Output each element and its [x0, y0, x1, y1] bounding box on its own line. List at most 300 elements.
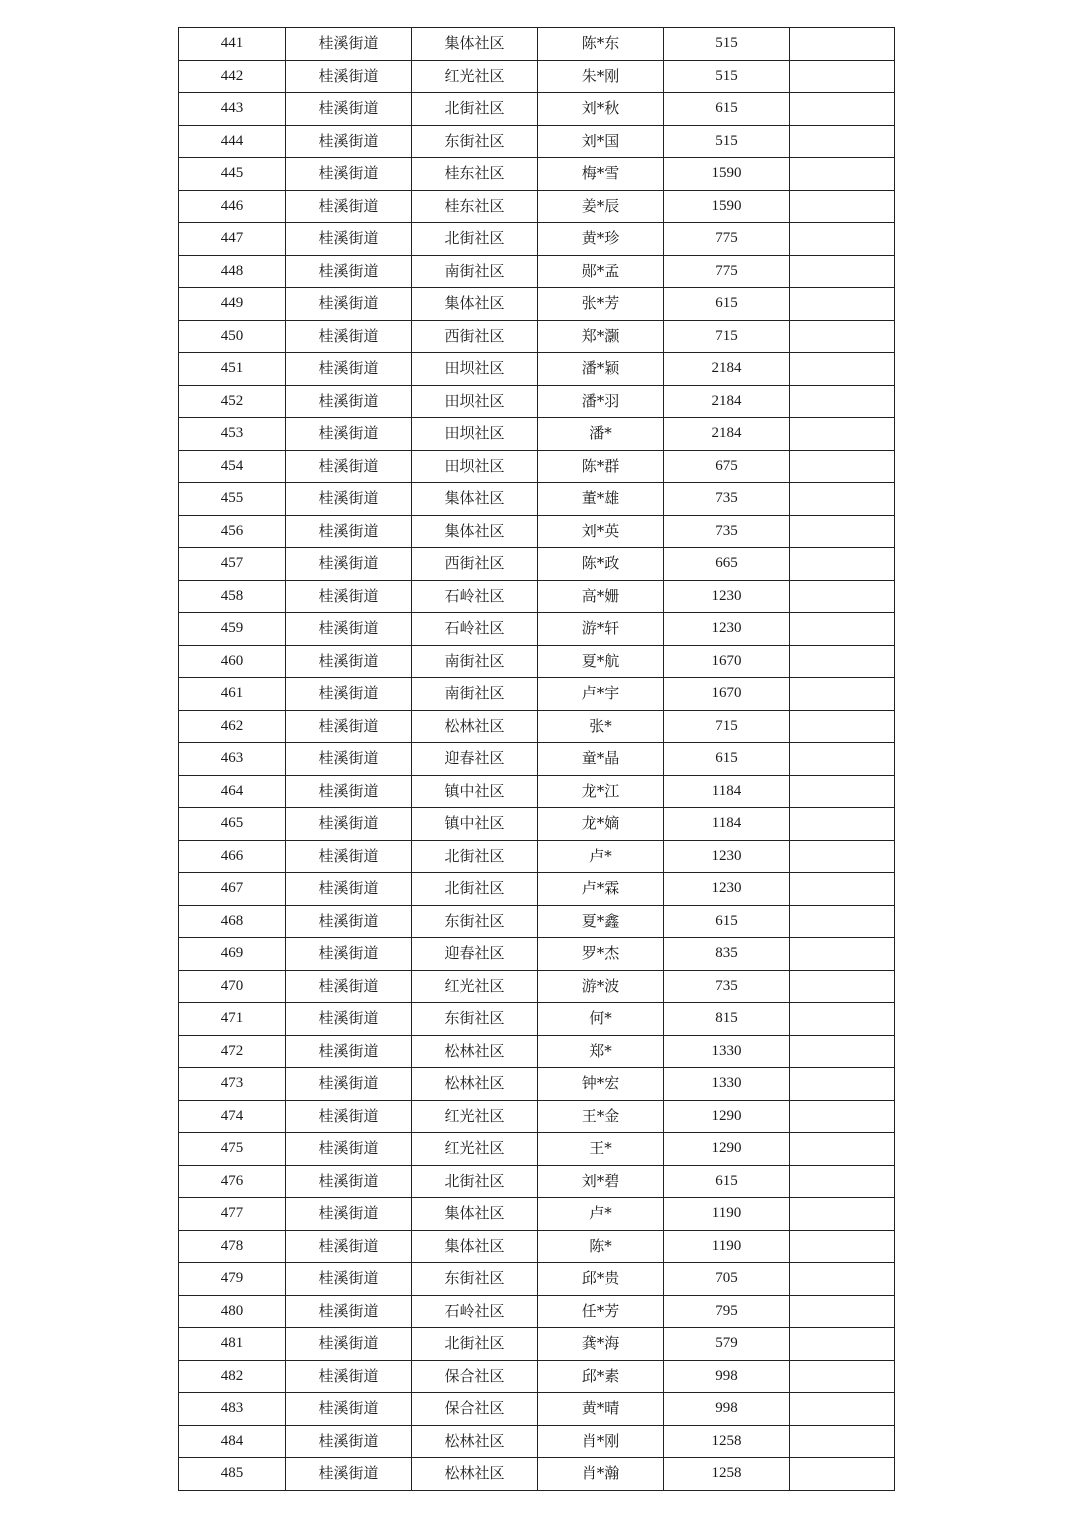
note-cell [790, 60, 895, 93]
name-cell: 刘*碧 [538, 1165, 664, 1198]
name-cell: 姜*辰 [538, 190, 664, 223]
amount-cell: 665 [664, 548, 790, 581]
row-number-cell: 472 [179, 1035, 286, 1068]
street-cell: 桂溪街道 [286, 60, 412, 93]
community-cell: 保合社区 [412, 1393, 538, 1426]
note-cell [790, 1393, 895, 1426]
note-cell [790, 938, 895, 971]
row-number-cell: 458 [179, 580, 286, 613]
street-cell: 桂溪街道 [286, 288, 412, 321]
row-number-cell: 445 [179, 158, 286, 191]
amount-cell: 735 [664, 483, 790, 516]
street-cell: 桂溪街道 [286, 1458, 412, 1491]
table-row [179, 1035, 895, 1068]
community-cell: 松林社区 [412, 1068, 538, 1101]
note-cell [790, 1425, 895, 1458]
note-cell [790, 1068, 895, 1101]
note-cell [790, 808, 895, 841]
table-row [179, 743, 895, 776]
amount-cell: 615 [664, 743, 790, 776]
row-number-cell: 479 [179, 1263, 286, 1296]
community-cell: 北街社区 [412, 873, 538, 906]
amount-cell: 1670 [664, 645, 790, 678]
table-row [179, 840, 895, 873]
street-cell: 桂溪街道 [286, 190, 412, 223]
note-cell [790, 580, 895, 613]
name-cell: 刘*英 [538, 515, 664, 548]
name-cell: 游*波 [538, 970, 664, 1003]
note-cell [790, 1133, 895, 1166]
table-row [179, 483, 895, 516]
name-cell: 张* [538, 710, 664, 743]
amount-cell: 1590 [664, 190, 790, 223]
note-cell [790, 1035, 895, 1068]
row-number-cell: 477 [179, 1198, 286, 1231]
note-cell [790, 418, 895, 451]
row-number-cell: 453 [179, 418, 286, 451]
amount-cell: 715 [664, 710, 790, 743]
name-cell: 黄*晴 [538, 1393, 664, 1426]
note-cell [790, 320, 895, 353]
street-cell: 桂溪街道 [286, 580, 412, 613]
row-number-cell: 471 [179, 1003, 286, 1036]
row-number-cell: 480 [179, 1295, 286, 1328]
table-row [179, 353, 895, 386]
amount-cell: 1330 [664, 1068, 790, 1101]
community-cell: 石岭社区 [412, 613, 538, 646]
amount-cell: 1258 [664, 1458, 790, 1491]
amount-cell: 615 [664, 93, 790, 126]
table-row [179, 1458, 895, 1491]
community-cell: 镇中社区 [412, 775, 538, 808]
street-cell: 桂溪街道 [286, 775, 412, 808]
table-row [179, 1393, 895, 1426]
row-number-cell: 447 [179, 223, 286, 256]
community-cell: 北街社区 [412, 223, 538, 256]
community-cell: 镇中社区 [412, 808, 538, 841]
community-cell: 松林社区 [412, 1458, 538, 1491]
street-cell: 桂溪街道 [286, 1003, 412, 1036]
community-cell: 保合社区 [412, 1360, 538, 1393]
row-number-cell: 464 [179, 775, 286, 808]
row-number-cell: 459 [179, 613, 286, 646]
name-cell: 童*晶 [538, 743, 664, 776]
street-cell: 桂溪街道 [286, 125, 412, 158]
community-cell: 西街社区 [412, 548, 538, 581]
note-cell [790, 190, 895, 223]
note-cell [790, 353, 895, 386]
street-cell: 桂溪街道 [286, 1295, 412, 1328]
street-cell: 桂溪街道 [286, 1133, 412, 1166]
note-cell [790, 28, 895, 61]
row-number-cell: 469 [179, 938, 286, 971]
name-cell: 罗*杰 [538, 938, 664, 971]
table-row [179, 223, 895, 256]
street-cell: 桂溪街道 [286, 1230, 412, 1263]
amount-cell: 515 [664, 125, 790, 158]
table-row [179, 255, 895, 288]
community-cell: 集体社区 [412, 483, 538, 516]
amount-cell: 1290 [664, 1100, 790, 1133]
community-cell: 田坝社区 [412, 385, 538, 418]
name-cell: 董*雄 [538, 483, 664, 516]
note-cell [790, 288, 895, 321]
name-cell: 高*姗 [538, 580, 664, 613]
row-number-cell: 484 [179, 1425, 286, 1458]
community-cell: 北街社区 [412, 93, 538, 126]
community-cell: 北街社区 [412, 1165, 538, 1198]
name-cell: 何* [538, 1003, 664, 1036]
row-number-cell: 454 [179, 450, 286, 483]
note-cell [790, 255, 895, 288]
community-cell: 南街社区 [412, 645, 538, 678]
amount-cell: 579 [664, 1328, 790, 1361]
note-cell [790, 970, 895, 1003]
table-row [179, 775, 895, 808]
amount-cell: 735 [664, 515, 790, 548]
row-number-cell: 462 [179, 710, 286, 743]
note-cell [790, 905, 895, 938]
note-cell [790, 158, 895, 191]
row-number-cell: 446 [179, 190, 286, 223]
amount-cell: 615 [664, 1165, 790, 1198]
note-cell [790, 645, 895, 678]
table-row [179, 515, 895, 548]
amount-cell: 1590 [664, 158, 790, 191]
row-number-cell: 463 [179, 743, 286, 776]
street-cell: 桂溪街道 [286, 743, 412, 776]
note-cell [790, 775, 895, 808]
street-cell: 桂溪街道 [286, 1100, 412, 1133]
table-row [179, 808, 895, 841]
table-row [179, 60, 895, 93]
community-cell: 迎春社区 [412, 938, 538, 971]
row-number-cell: 468 [179, 905, 286, 938]
amount-cell: 835 [664, 938, 790, 971]
community-cell: 集体社区 [412, 1198, 538, 1231]
table-row [179, 1068, 895, 1101]
amount-cell: 1184 [664, 775, 790, 808]
name-cell: 郑*灏 [538, 320, 664, 353]
row-number-cell: 456 [179, 515, 286, 548]
street-cell: 桂溪街道 [286, 450, 412, 483]
note-cell [790, 1100, 895, 1133]
amount-cell: 515 [664, 28, 790, 61]
amount-cell: 1230 [664, 613, 790, 646]
amount-cell: 775 [664, 255, 790, 288]
street-cell: 桂溪街道 [286, 158, 412, 191]
table-row [179, 418, 895, 451]
amount-cell: 1670 [664, 678, 790, 711]
note-cell [790, 1360, 895, 1393]
street-cell: 桂溪街道 [286, 970, 412, 1003]
name-cell: 邱*素 [538, 1360, 664, 1393]
name-cell: 任*芳 [538, 1295, 664, 1328]
street-cell: 桂溪街道 [286, 808, 412, 841]
street-cell: 桂溪街道 [286, 1328, 412, 1361]
table-row [179, 873, 895, 906]
amount-cell: 1258 [664, 1425, 790, 1458]
row-number-cell: 473 [179, 1068, 286, 1101]
table-row [179, 905, 895, 938]
community-cell: 集体社区 [412, 288, 538, 321]
amount-cell: 795 [664, 1295, 790, 1328]
table-row [179, 28, 895, 61]
name-cell: 龙*嫡 [538, 808, 664, 841]
community-cell: 红光社区 [412, 1100, 538, 1133]
community-cell: 桂东社区 [412, 158, 538, 191]
community-cell: 集体社区 [412, 1230, 538, 1263]
table-row [179, 385, 895, 418]
community-cell: 松林社区 [412, 710, 538, 743]
name-cell: 陈*群 [538, 450, 664, 483]
community-cell: 松林社区 [412, 1425, 538, 1458]
name-cell: 卢*宇 [538, 678, 664, 711]
name-cell: 梅*雪 [538, 158, 664, 191]
row-number-cell: 444 [179, 125, 286, 158]
table-row [179, 1328, 895, 1361]
note-cell [790, 840, 895, 873]
name-cell: 王*金 [538, 1100, 664, 1133]
community-cell: 北街社区 [412, 840, 538, 873]
subsidy-roster-table [178, 27, 895, 1491]
street-cell: 桂溪街道 [286, 613, 412, 646]
street-cell: 桂溪街道 [286, 1068, 412, 1101]
name-cell: 刘*秋 [538, 93, 664, 126]
name-cell: 卢* [538, 840, 664, 873]
note-cell [790, 1198, 895, 1231]
name-cell: 肖*瀚 [538, 1458, 664, 1491]
note-cell [790, 1165, 895, 1198]
note-cell [790, 548, 895, 581]
name-cell: 龚*海 [538, 1328, 664, 1361]
roster-body [179, 28, 895, 1491]
row-number-cell: 460 [179, 645, 286, 678]
street-cell: 桂溪街道 [286, 1035, 412, 1068]
community-cell: 东街社区 [412, 1003, 538, 1036]
name-cell: 龙*江 [538, 775, 664, 808]
amount-cell: 1190 [664, 1198, 790, 1231]
name-cell: 肖*刚 [538, 1425, 664, 1458]
row-number-cell: 452 [179, 385, 286, 418]
community-cell: 南街社区 [412, 678, 538, 711]
amount-cell: 715 [664, 320, 790, 353]
street-cell: 桂溪街道 [286, 1425, 412, 1458]
name-cell: 陈*政 [538, 548, 664, 581]
note-cell [790, 93, 895, 126]
note-cell [790, 873, 895, 906]
street-cell: 桂溪街道 [286, 678, 412, 711]
street-cell: 桂溪街道 [286, 1263, 412, 1296]
amount-cell: 615 [664, 905, 790, 938]
table-row [179, 1425, 895, 1458]
amount-cell: 998 [664, 1393, 790, 1426]
community-cell: 北街社区 [412, 1328, 538, 1361]
row-number-cell: 442 [179, 60, 286, 93]
name-cell: 刘*国 [538, 125, 664, 158]
name-cell: 夏*航 [538, 645, 664, 678]
community-cell: 田坝社区 [412, 418, 538, 451]
table-row [179, 1360, 895, 1393]
note-cell [790, 385, 895, 418]
name-cell: 朱*刚 [538, 60, 664, 93]
name-cell: 陈* [538, 1230, 664, 1263]
row-number-cell: 451 [179, 353, 286, 386]
street-cell: 桂溪街道 [286, 418, 412, 451]
table-row [179, 320, 895, 353]
name-cell: 潘*羽 [538, 385, 664, 418]
note-cell [790, 710, 895, 743]
amount-cell: 775 [664, 223, 790, 256]
street-cell: 桂溪街道 [286, 905, 412, 938]
table-row [179, 190, 895, 223]
table-row [179, 970, 895, 1003]
table-row [179, 1295, 895, 1328]
note-cell [790, 678, 895, 711]
community-cell: 桂东社区 [412, 190, 538, 223]
amount-cell: 515 [664, 60, 790, 93]
table-row [179, 158, 895, 191]
amount-cell: 615 [664, 288, 790, 321]
table-row [179, 645, 895, 678]
table-row [179, 548, 895, 581]
row-number-cell: 465 [179, 808, 286, 841]
community-cell: 红光社区 [412, 970, 538, 1003]
name-cell: 潘*颖 [538, 353, 664, 386]
community-cell: 集体社区 [412, 515, 538, 548]
street-cell: 桂溪街道 [286, 385, 412, 418]
note-cell [790, 1263, 895, 1296]
row-number-cell: 481 [179, 1328, 286, 1361]
street-cell: 桂溪街道 [286, 93, 412, 126]
note-cell [790, 1003, 895, 1036]
street-cell: 桂溪街道 [286, 515, 412, 548]
community-cell: 石岭社区 [412, 1295, 538, 1328]
street-cell: 桂溪街道 [286, 483, 412, 516]
street-cell: 桂溪街道 [286, 938, 412, 971]
name-cell: 钟*宏 [538, 1068, 664, 1101]
street-cell: 桂溪街道 [286, 645, 412, 678]
community-cell: 集体社区 [412, 28, 538, 61]
table-row [179, 1003, 895, 1036]
street-cell: 桂溪街道 [286, 1165, 412, 1198]
table-row [179, 1165, 895, 1198]
amount-cell: 998 [664, 1360, 790, 1393]
row-number-cell: 482 [179, 1360, 286, 1393]
table-row [179, 613, 895, 646]
note-cell [790, 1328, 895, 1361]
name-cell: 邱*贵 [538, 1263, 664, 1296]
community-cell: 田坝社区 [412, 353, 538, 386]
row-number-cell: 457 [179, 548, 286, 581]
table-row [179, 678, 895, 711]
amount-cell: 1290 [664, 1133, 790, 1166]
name-cell: 张*芳 [538, 288, 664, 321]
table-row [179, 288, 895, 321]
note-cell [790, 223, 895, 256]
table-row [179, 1100, 895, 1133]
amount-cell: 1330 [664, 1035, 790, 1068]
name-cell: 黄*珍 [538, 223, 664, 256]
table-row [179, 580, 895, 613]
table-row [179, 1230, 895, 1263]
street-cell: 桂溪街道 [286, 353, 412, 386]
row-number-cell: 461 [179, 678, 286, 711]
street-cell: 桂溪街道 [286, 28, 412, 61]
row-number-cell: 470 [179, 970, 286, 1003]
street-cell: 桂溪街道 [286, 710, 412, 743]
name-cell: 夏*鑫 [538, 905, 664, 938]
amount-cell: 815 [664, 1003, 790, 1036]
note-cell [790, 613, 895, 646]
community-cell: 红光社区 [412, 1133, 538, 1166]
row-number-cell: 483 [179, 1393, 286, 1426]
table-row [179, 938, 895, 971]
row-number-cell: 448 [179, 255, 286, 288]
note-cell [790, 1458, 895, 1491]
name-cell: 王* [538, 1133, 664, 1166]
row-number-cell: 478 [179, 1230, 286, 1263]
amount-cell: 1230 [664, 873, 790, 906]
note-cell [790, 1295, 895, 1328]
table-row [179, 710, 895, 743]
name-cell: 游*轩 [538, 613, 664, 646]
note-cell [790, 743, 895, 776]
amount-cell: 1184 [664, 808, 790, 841]
name-cell: 郑* [538, 1035, 664, 1068]
row-number-cell: 449 [179, 288, 286, 321]
name-cell: 郧*孟 [538, 255, 664, 288]
amount-cell: 1190 [664, 1230, 790, 1263]
row-number-cell: 475 [179, 1133, 286, 1166]
table-row [179, 1133, 895, 1166]
amount-cell: 735 [664, 970, 790, 1003]
table-row [179, 1198, 895, 1231]
street-cell: 桂溪街道 [286, 320, 412, 353]
row-number-cell: 485 [179, 1458, 286, 1491]
community-cell: 东街社区 [412, 905, 538, 938]
amount-cell: 2184 [664, 385, 790, 418]
community-cell: 迎春社区 [412, 743, 538, 776]
note-cell [790, 515, 895, 548]
note-cell [790, 125, 895, 158]
row-number-cell: 474 [179, 1100, 286, 1133]
name-cell: 卢*霖 [538, 873, 664, 906]
amount-cell: 705 [664, 1263, 790, 1296]
amount-cell: 675 [664, 450, 790, 483]
row-number-cell: 443 [179, 93, 286, 126]
amount-cell: 1230 [664, 580, 790, 613]
name-cell: 潘* [538, 418, 664, 451]
table-row [179, 125, 895, 158]
row-number-cell: 466 [179, 840, 286, 873]
community-cell: 红光社区 [412, 60, 538, 93]
community-cell: 西街社区 [412, 320, 538, 353]
community-cell: 松林社区 [412, 1035, 538, 1068]
row-number-cell: 476 [179, 1165, 286, 1198]
street-cell: 桂溪街道 [286, 1393, 412, 1426]
street-cell: 桂溪街道 [286, 548, 412, 581]
street-cell: 桂溪街道 [286, 1198, 412, 1231]
street-cell: 桂溪街道 [286, 873, 412, 906]
row-number-cell: 455 [179, 483, 286, 516]
community-cell: 田坝社区 [412, 450, 538, 483]
amount-cell: 2184 [664, 353, 790, 386]
community-cell: 东街社区 [412, 1263, 538, 1296]
street-cell: 桂溪街道 [286, 255, 412, 288]
community-cell: 东街社区 [412, 125, 538, 158]
table-row [179, 450, 895, 483]
